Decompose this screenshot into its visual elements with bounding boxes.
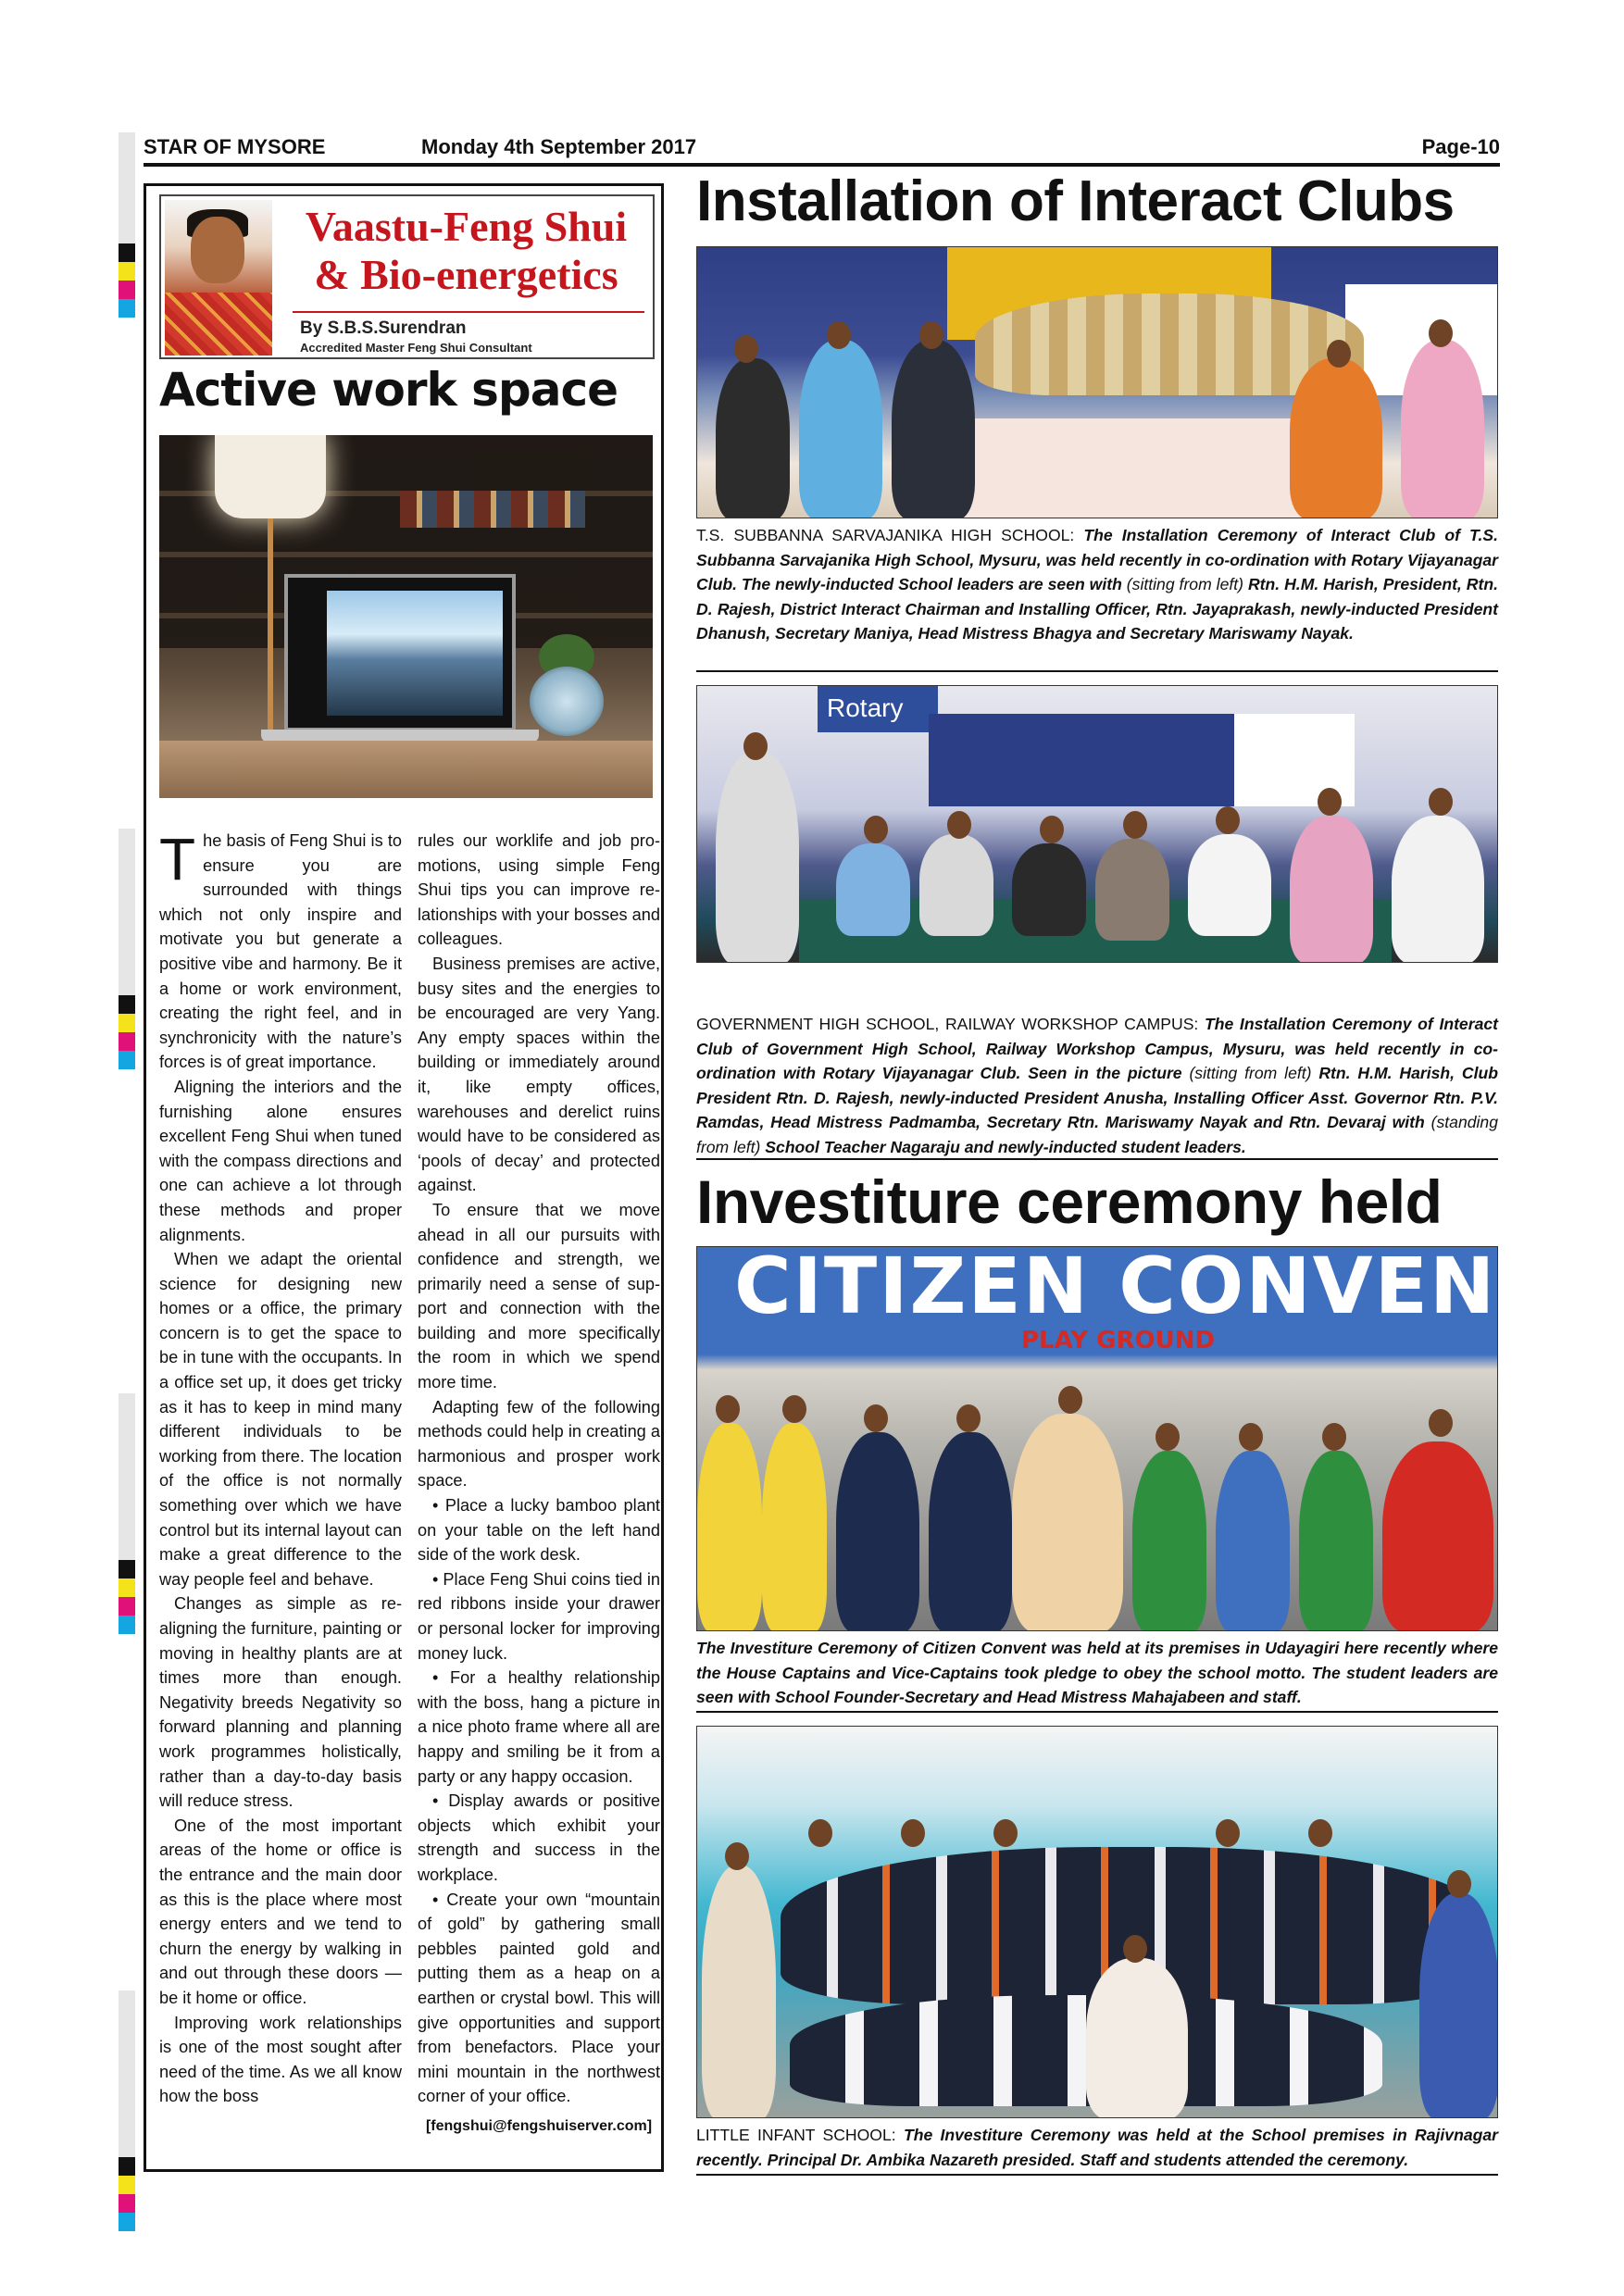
- caption-rule: [696, 1158, 1498, 1160]
- caption-lead: T.S. SUBBANNA SARVAJANIKA HIGH SCHOOL:: [696, 526, 1084, 544]
- tip-item: • Place Feng Shui coins tied in red ribbons inside your drawer or personal locker for improving money luck.: [418, 1569, 660, 1663]
- paragraph: Adapting few of the following methods could help in creating a harmonious and prosper work space.: [418, 1397, 660, 1491]
- interact-caption-2: GOVERNMENT HIGH SCHOOL, RAILWAY WORKSHOP CAMPUS: The Installation Ceremony of Interact Club of Government High School, Railway Workshop Campus, Mysuru, was held recently in co-ordination with Rotary Vijayanagar Club. Seen in the picture (sitting from left) Rtn. H.M. Harish, Club President Rtn. D. Rajesh, newly-inducted President Anusha, Installing Officer Asst. Governor Rtn. P.V. Ramdas, Head Mistress Padmamba, Secretary Rtn. Mariswamy Nayak and Rtn. Devaraj with (standing from left) School Teacher Nagaraju and newly-inducted student leaders.: [696, 1015, 1498, 1156]
- page-number: Page-10: [1421, 135, 1500, 158]
- paragraph: Aligning the interiors and the furnishing alone ensures excellent Feng Shui when tuned with the compass directions and one can achieve a lot through these methods and proper alignments.: [159, 1077, 402, 1244]
- playground-banner: PLAY GROUND: [1021, 1327, 1216, 1354]
- issue-date: Monday 4th September 2017: [421, 135, 697, 158]
- column-logo: [159, 194, 655, 359]
- interact-photo-2: [696, 685, 1498, 963]
- paragraph: One of the most important areas of the home or office is the entrance and the main door as this is the place where most energy enters and we tend to churn the energy by walking in and out through these doors — be it home or office.: [159, 1816, 402, 2007]
- paragraph: rules our worklife and job promotions, using simple Feng Shui tips you can improve relationships with your bosses and colleagues.: [418, 831, 660, 949]
- paragraph: To ensure that we move ahead in all our pursuits with confidence and strength, we primarily need a sense of support and connection with the building and more specifically the room in which we spend more time.: [418, 1200, 660, 1392]
- investiture-photo-2: [696, 1726, 1498, 2118]
- author-email: [fengshui@fengshuiserver.com]: [425, 2117, 653, 2134]
- column-title-line2: & Bio-energetics: [314, 251, 618, 298]
- paragraph: When we adapt the oriental science for designing new homes or a office, the primary concern is to get the space to be in tune with the occupants. In a office set up, it does get tricky as it has to keep in mind many different individuals to be working from there. The location of the office is not normally something over which we have control but its internal layout can make a great difference to the way people feel and behave.: [159, 1250, 402, 1589]
- tip-item: • For a healthy relationship with the boss, hang a picture in a nice photo frame where all are happy and smiling be it from a party or any happy occasion.: [418, 1668, 660, 1786]
- page-header: [144, 135, 1500, 163]
- article-headline: Active work space: [159, 363, 618, 417]
- interact-caption-1: T.S. SUBBANNA SARVAJANIKA HIGH SCHOOL: The Installation Ceremony of Interact Club of T.S. Subbanna Sarvajanika High School, Mysuru, was held recently in co-ordination with Rotary Vijayanagar Club. The newly-inducted School leaders are seen with (sitting from left) Rtn. H.M. Harish, President, Rtn. D. Rajesh, District Interact Chairman and Installing Officer, Rtn. Jayaprakash, newly-inducted President Dhanush, Secretary Maniya, Head Mistress Bhagya and Secretary Mariswamy Nayak.: [696, 526, 1498, 643]
- caption-rule: [696, 670, 1498, 672]
- header-rule: [144, 163, 1500, 167]
- tip-item: • Display awards or positive objects which exhibit your strength and success in the workplace.: [418, 1791, 660, 1884]
- caption-lead: GOVERNMENT HIGH SCHOOL, RAILWAY WORKSHOP CAMPUS:: [696, 1015, 1205, 1033]
- caption-rule: [696, 1711, 1498, 1713]
- paragraph: Changes as simple as re-aligning the furniture, painting or moving in healthy plants are at times more than enough. Negativity breeds Negativity so forward planning and planning work programmes holistically, rather than a day-to-day basis will reduce stress.: [159, 1594, 402, 1811]
- column-title-line1: Vaastu-Feng Shui: [305, 203, 628, 250]
- paragraph: Business premises are active, busy sites and the energies to be encouraged are very Yang. Any empty spaces within the building or immediately around it, like empty offices, warehouses and derelict ruins would have to be considered as ‘pools of decay’ and protected against.: [418, 954, 660, 1195]
- author-portrait: [165, 200, 272, 356]
- publication-name: STAR OF MYSORE: [144, 135, 326, 158]
- drop-cap: T: [159, 826, 196, 892]
- investiture-photo-1: [696, 1246, 1498, 1631]
- investiture-caption-1: The Investiture Ceremony of Citizen Convent was held at its premises in Udayagiri here recently where the House Captains and Vice-Captains took pledge to obey the school motto. The student leaders are seen with School Founder-Secretary and Head Mistress Mahajabeen and staff.: [696, 1639, 1498, 1706]
- registration-marks-top: [119, 132, 135, 318]
- tip-item: • Create your own “mountain of gold” by gathering small pebbles painted gold and putting them as a heap on a earthen or crystal bowl. This will give opportunities and support from benefactors. Place your mini mountain in the northwest corner of your office.: [418, 1890, 660, 2106]
- registration-marks-bottom: [119, 1990, 135, 2231]
- article-column-1: [159, 826, 402, 2109]
- citizen-convent-banner: CITIZEN CONVEN: [734, 1246, 1497, 1331]
- registration-marks-mid: [119, 829, 135, 1069]
- paragraph: The basis of Feng Shui is to ensure you are surrounded with things which not only inspire and motivate you but generate a positive vibe and harmony. Be it a home or work environment, creating the right feel, and in synchronicity with the nature’s forces is of great importance.: [159, 826, 402, 1072]
- rotary-banner-text: Rotary: [827, 693, 904, 722]
- author-credential: Accredited Master Feng Shui Consultant: [300, 341, 532, 355]
- author-byline: By S.B.S.Surendran: [300, 318, 467, 338]
- article-column-2: [418, 829, 660, 2139]
- tip-item: • Place a lucky bamboo plant on your table on the left hand side of the work desk.: [418, 1496, 660, 1565]
- investiture-caption-2: LITTLE INFANT SCHOOL: The Investiture Ceremony was held at the School premises in Rajivnagar recently. Principal Dr. Ambika Nazareth presided. Staff and students attended the ceremony.: [696, 2126, 1498, 2169]
- caption-lead: LITTLE INFANT SCHOOL:: [696, 2126, 904, 2144]
- registration-marks-low: [119, 1393, 135, 1634]
- workspace-photo: [159, 435, 653, 798]
- investiture-headline: Investiture ceremony held: [696, 1167, 1443, 1236]
- paragraph: Improving work relationships is one of the most sought after need of the time. As we all know how the boss: [159, 2013, 402, 2106]
- interact-headline: Installation of Interact Clubs: [696, 169, 1455, 233]
- column-title-rule: [293, 311, 644, 313]
- interact-photo-1: [696, 246, 1498, 518]
- caption-rule: [696, 2174, 1498, 2176]
